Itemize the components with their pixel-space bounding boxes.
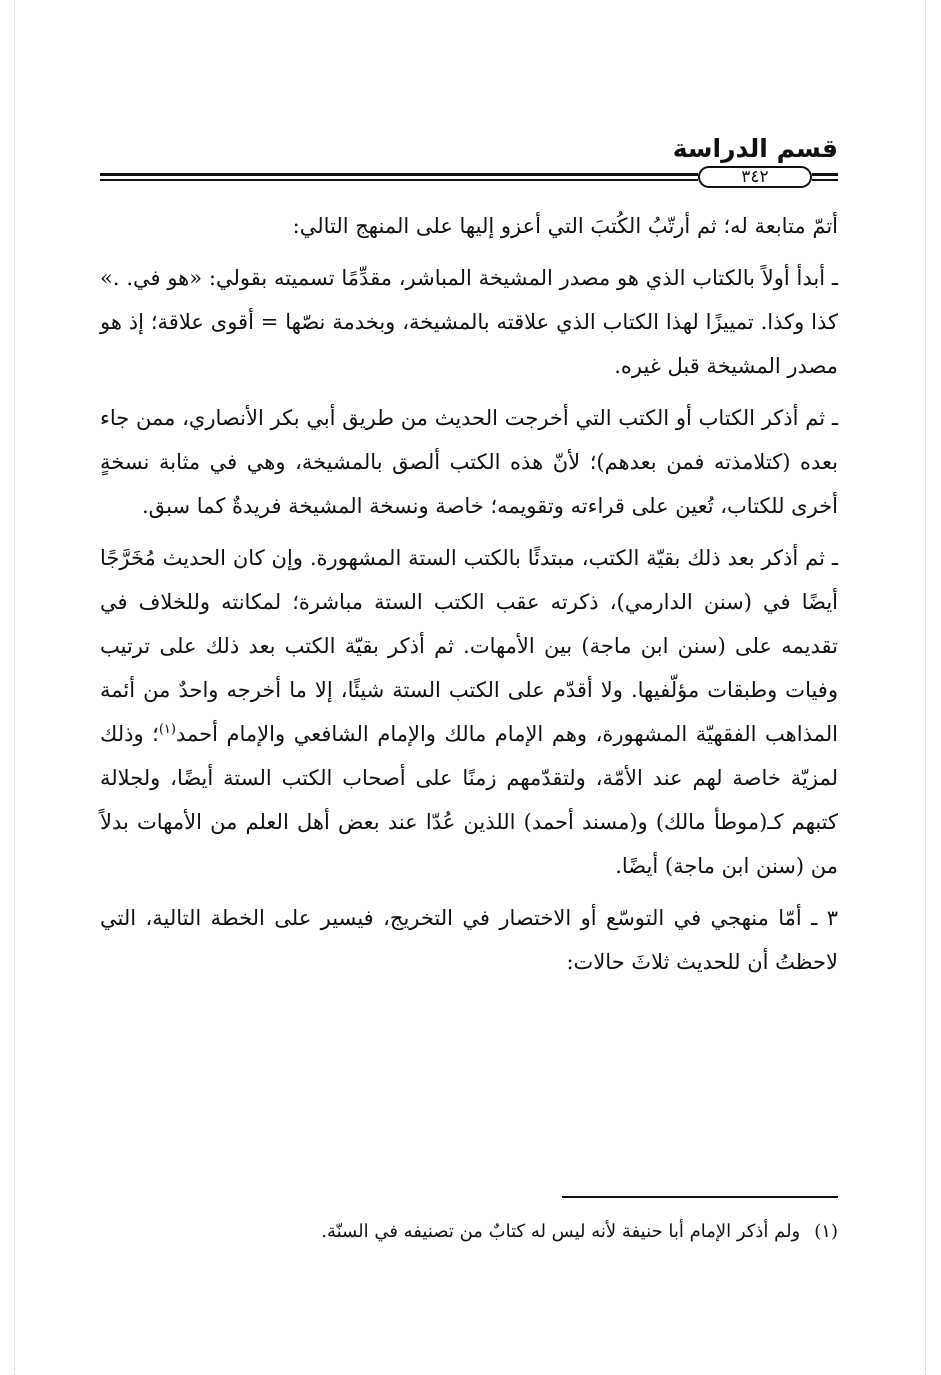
paragraph-remaining-books-continuation: ؛ وذلك لمزيّة خاصة لهم عند الأمّة، ولتقدّمهم زمنًا على أصحاب الكتب الستة أيضًا، ولجلالة كتبهم كـ(موطأ مالك) و(مسند أحمد) اللذين عُدّا عند بعض أهل العلم من الأمهات بدلاً من (سنن ابن ماجة) أيضًا. (100, 722, 838, 878)
header-rule-thin (100, 179, 698, 181)
header-rule-thick (100, 173, 698, 176)
paragraph-intro: أتمّ متابعة له؛ ثم أرتّبُ الكُتبَ التي أعزو إليها على المنهج التالي: (292, 214, 838, 238)
header-rule (100, 166, 838, 186)
scan-edge-left (14, 0, 15, 1375)
body-text (100, 204, 838, 992)
paragraph-primary-source: ـ أبدأ أولاً بالكتاب الذي هو مصدر المشيخة المباشر، مقدِّمًا تسميته بقولي: «هو في. .» كذا وكذا. تمييزًا لهذا الكتاب الذي علاقته بالمشيخة، وبخدمة نصّها = أقوى علاقة؛ إذ هو مصدر المشيخة قبل غيره. (100, 266, 838, 378)
footnote-marker: (١) (814, 1221, 838, 1242)
page-header (100, 128, 838, 188)
footnote-divider (562, 1196, 838, 1198)
footnote-text: ولم أذكر الإمام أبا حنيفة لأنه ليس له كتابٌ من تصنيفه في السنّة. (321, 1221, 801, 1242)
page-number: ٣٤٢ (698, 166, 812, 188)
section-title: قسم الدراسة (672, 134, 838, 163)
footnote-reference[interactable]: (١) (158, 722, 176, 737)
footnote (100, 1216, 838, 1248)
header-rule-thin-end (812, 179, 838, 181)
paragraph-method: ٣ ـ أمّا منهجي في التوسّع أو الاختصار في التخريج، فيسير على الخطة التالية، التي لاحظتُ أن للحديث ثلاثَ حالات: (100, 906, 838, 974)
paragraph-remaining-books (100, 536, 838, 888)
paragraph-related-books: ـ ثم أذكر الكتاب أو الكتب التي أخرجت الحديث من طريق أبي بكر الأنصاري، ممن جاء بعده (كتلامذته فمن بعدهم)؛ لأنّ هذه الكتب ألصق بالمشيخة، وهي في مثابة نسخةٍ أخرى للكتاب، تُعين على قراءته وتقويمه؛ خاصة ونسخة المشيخة فريدةٌ كما سبق. (100, 406, 838, 518)
header-rule-thick-end (812, 173, 838, 176)
scan-edge-right (925, 0, 926, 1375)
paragraph-remaining-books-text: ـ ثم أذكر بعد ذلك بقيّة الكتب، مبتدئًا بالكتب الستة المشهورة. وإن كان الحديث مُخَرَّجًا أيضًا في (سنن الدارمي)، ذكرته عقب الكتب الستة مباشرة؛ لمكانته وللخلاف في تقديمه على (سنن ابن ماجة) بين الأمهات. ثم أذكر بقيّة الكتب بعد ذلك على ترتيب وفيات وطبقات مؤلّفيها. ولا أقدّم على الكتب الستة شيئًا، إلا ما أخرجه واحدٌ من أئمة المذاهب الفقهيّة المشهورة، وهم الإمام مالك والإمام الشافعي والإمام أحمد (100, 546, 838, 746)
